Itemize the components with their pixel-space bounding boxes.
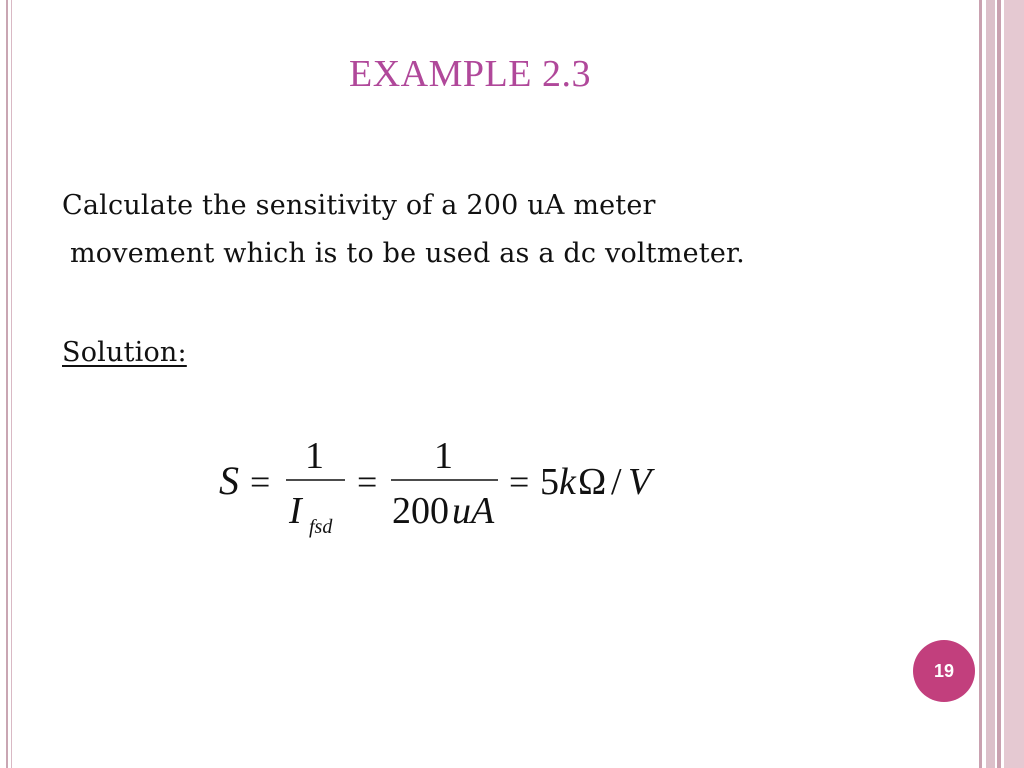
fraction2-denominator-number: 200 (392, 490, 449, 532)
formula-equals-1: = (250, 462, 271, 502)
fraction1-denominator: I (289, 490, 302, 532)
right-border-edge (1004, 0, 1024, 768)
formula-equals-3: = (509, 462, 530, 502)
result-k: k (559, 461, 576, 503)
formula-equals-2: = (357, 462, 378, 502)
fraction1-numerator: 1 (305, 435, 324, 477)
problem-line-2: movement which is to be used as a dc voltmeter. (70, 238, 745, 269)
result-slash: / (611, 461, 622, 503)
result-volt: V (628, 461, 652, 503)
left-border-line-inner (11, 0, 12, 768)
result-omega: Ω (578, 461, 607, 503)
right-border-line-2 (997, 0, 1001, 768)
fraction2-denominator-unit: uA (452, 490, 495, 532)
fraction2-numerator: 1 (434, 435, 453, 477)
right-border-band (986, 0, 995, 768)
result-number: 5 (540, 461, 559, 503)
solution-label: Solution: (62, 337, 187, 368)
page-number-badge: 19 (913, 640, 975, 702)
problem-line-1: Calculate the sensitivity of a 200 uA meter (62, 190, 656, 221)
right-border-line (979, 0, 982, 768)
fraction1-subscript: fsd (309, 516, 333, 538)
slide-title: EXAMPLE 2.3 (349, 53, 591, 95)
left-border-line (6, 0, 8, 768)
formula-lhs: S (219, 458, 239, 503)
